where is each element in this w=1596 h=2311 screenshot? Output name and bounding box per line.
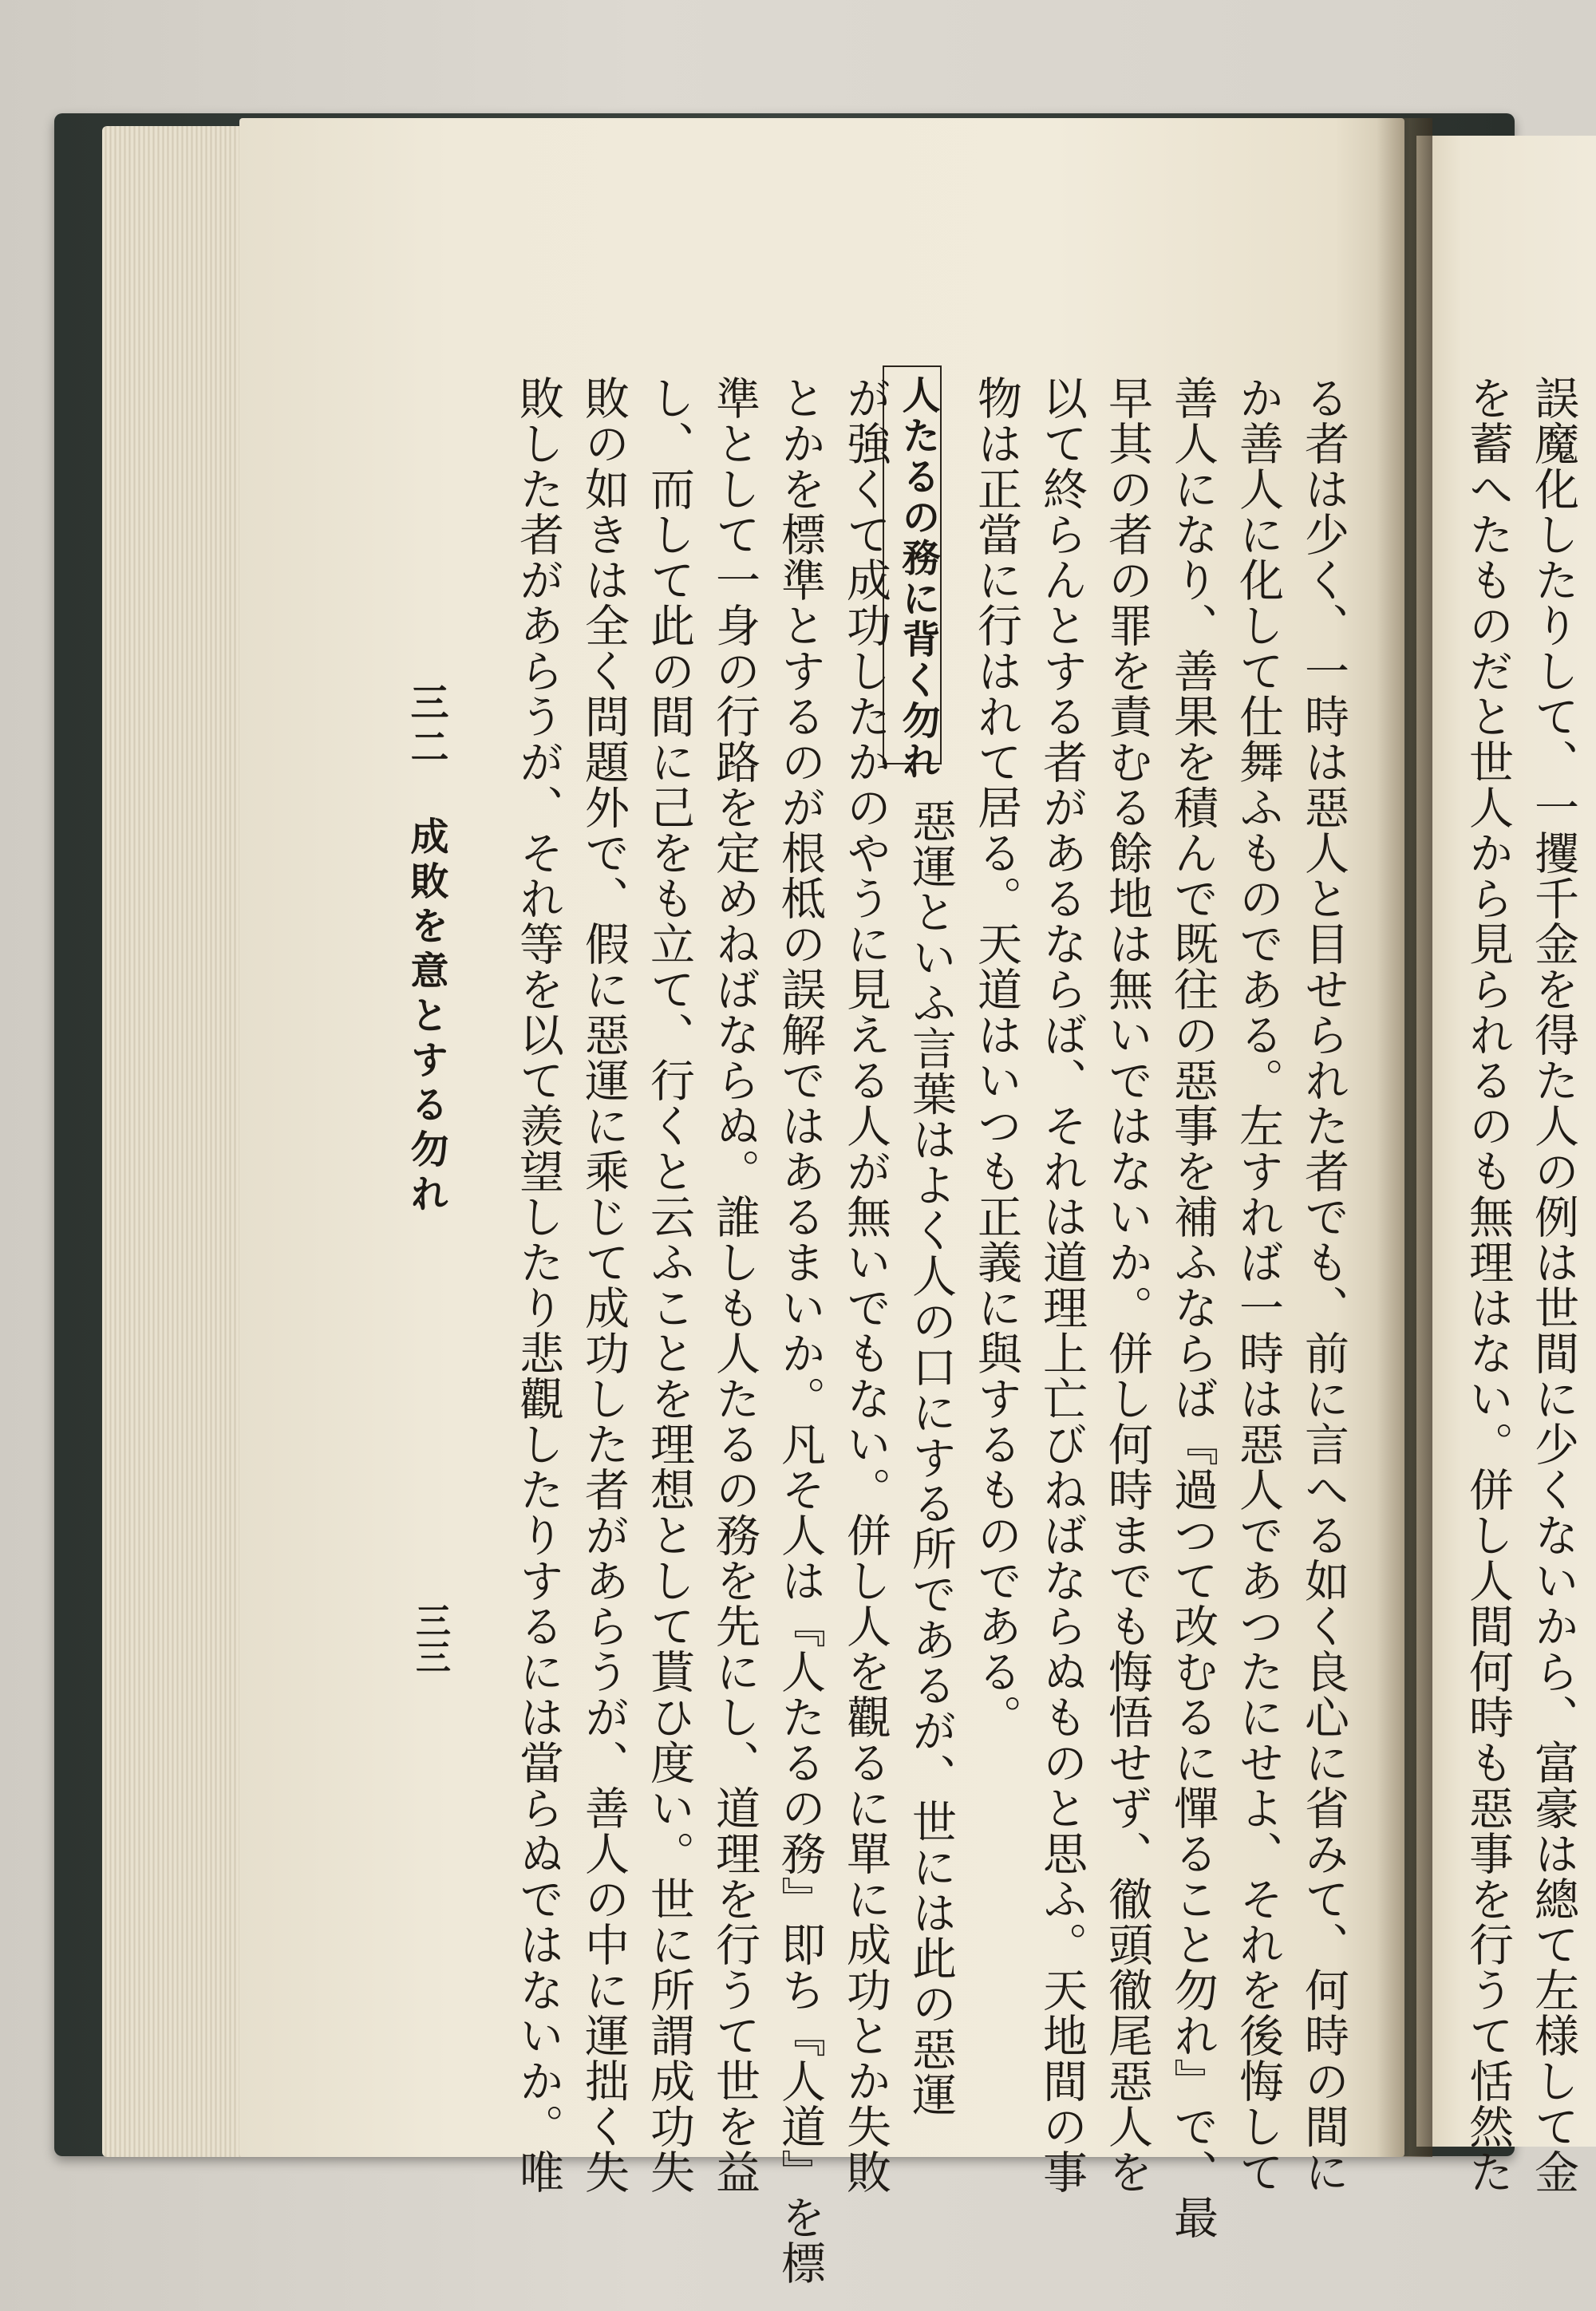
body-line: が強くて成功したかのやうに見える人が無いでもない。併し人を觀るに單に成功とか失敗	[839, 375, 891, 2194]
body-line: 敗の如きは全く問題外で、假に惡運に乘じて成功した者があらうが、善人の中に運拙く失	[578, 375, 630, 2194]
book-gutter	[1377, 118, 1432, 2157]
body-line: 準として一身の行路を定めねばならぬ。誰しも人たるの務を先にし、道理を行うて世を益	[709, 375, 760, 2194]
body-line: 敗した者があらうが、それ等を以て羨望したり悲觀したりするには當らぬではないか。唯	[512, 375, 564, 2194]
right-page-line: を蓄へたものだと世人から見られるのも無理はない。併し人間何時も惡事を行うて恬然た	[1462, 375, 1514, 2194]
right-page-line: 誤魔化したりして、一攫千金を得た人の例は世間に少くないから、富豪は總て左様して金	[1527, 375, 1579, 2194]
running-head: 三二 成敗を意とする勿れ	[404, 682, 448, 1219]
body-line: 物は正當に行はれて居る。天道はいつも正義に與するものである。	[970, 375, 1022, 1740]
body-line: し、而して此の間に己をも立て、行くと云ふことを理想として貰ひ度い。世に所謂成功失	[643, 375, 695, 2194]
body-line: か善人に化して仕舞ふものである。左すれば一時は惡人であつたにせよ、それを後悔して	[1232, 375, 1284, 2194]
body-line: 善人になり、善果を積んで既往の惡事を補ふならば『過つて改むるに憚ること勿れ』で、最	[1167, 375, 1219, 2240]
body-line: る者は少く、一時は惡人と目せられた者でも、前に言へる如く良心に省みて、何時の間に	[1298, 375, 1349, 2194]
body-line: 惡運といふ言葉はよく人の口にする所であるが、世には此の惡運	[905, 798, 957, 2117]
body-line: 早其の者の罪を責むる餘地は無いではないか。併し何時までも悔悟せず、徹頭徹尾惡人を	[1101, 375, 1153, 2194]
body-line: とかを標準とするのが根柢の誤解ではあるまいか。凡そ人は『人たるの務』即ち『人道』を標	[774, 375, 826, 2285]
body-line: 以て終らんとする者があるならば、それは道理上亡びねばならぬものと思ふ。天地間の事	[1036, 375, 1088, 2194]
section-heading: 人たるの務に背く勿れ	[895, 375, 940, 782]
page-number: 三三	[409, 1602, 450, 1676]
